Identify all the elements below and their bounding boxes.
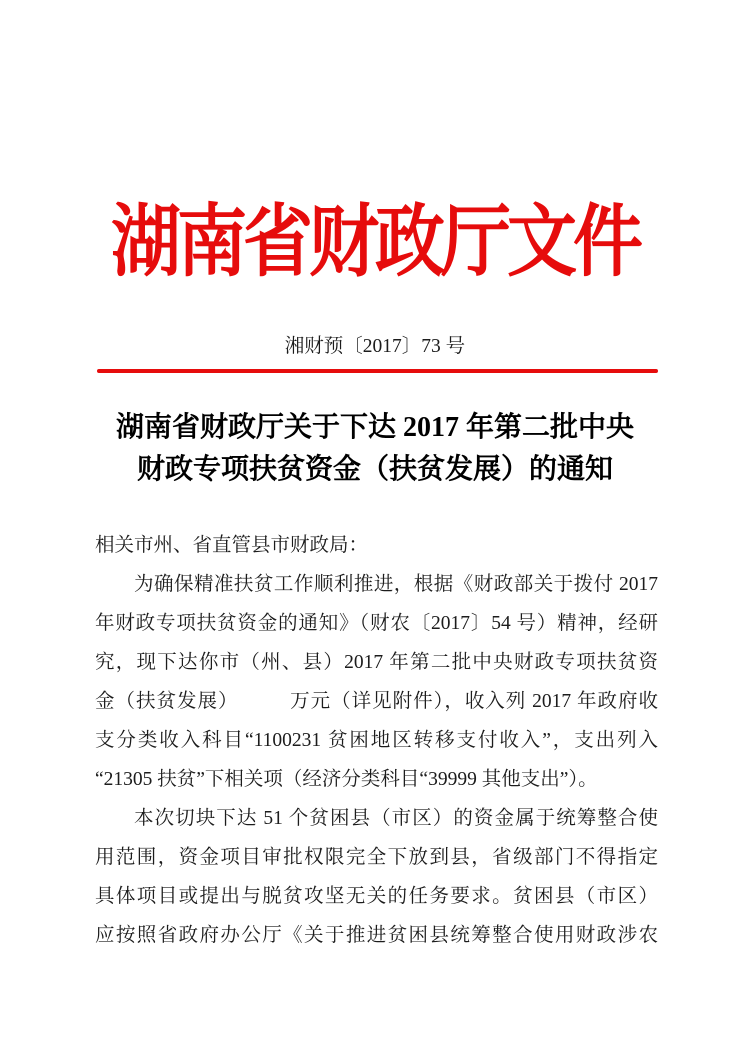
agency-masthead: 湖南省财政厅文件 [111,200,639,287]
red-divider-line [97,369,658,373]
document-body [95,526,658,955]
body-line: “21305 扶贫”下相关项（经济分类科目“39999 其他支出”）。 [95,769,598,790]
body-line: 支分类收入科目“1100231 贫困地区转移支付收入”，支出列入 [95,730,658,751]
doc-reference-number: 湘财预〔2017〕73 号 [284,336,466,357]
body-line: 究，现下达你市（州、县）2017 年第二批中央财政专项扶贫资 [95,652,658,673]
body-line: 具体项目或提出与脱贫攻坚无关的任务要求。贫困县（市区） [95,886,658,907]
document-title-line1: 湖南省财政厅关于下达 2017 年第二批中央 [115,412,634,443]
body-line: 用范围，资金项目审批权限完全下放到县，省级部门不得指定 [95,847,658,868]
body-line: 为确保精准扶贫工作顺利推进，根据《财政部关于拨付 2017 [134,574,658,595]
document-title-line2: 财政专项扶贫资金（扶贫发展）的通知 [136,454,613,485]
body-line: 年财政专项扶贫资金的通知》（财农〔2017〕54 号）精神，经研 [95,613,658,634]
salutation-line: 相关市州、省直管县市财政局： [95,535,369,556]
body-line: 应按照省政府办公厅《关于推进贫困县统筹整合使用财政涉农 [95,925,658,946]
body-line: 金（扶贫发展） 万元（详见附件），收入列 2017 年政府收 [95,691,658,712]
body-line: 本次切块下达 51 个贫困县（市区）的资金属于统筹整合使 [134,808,658,829]
document-title [0,407,750,491]
